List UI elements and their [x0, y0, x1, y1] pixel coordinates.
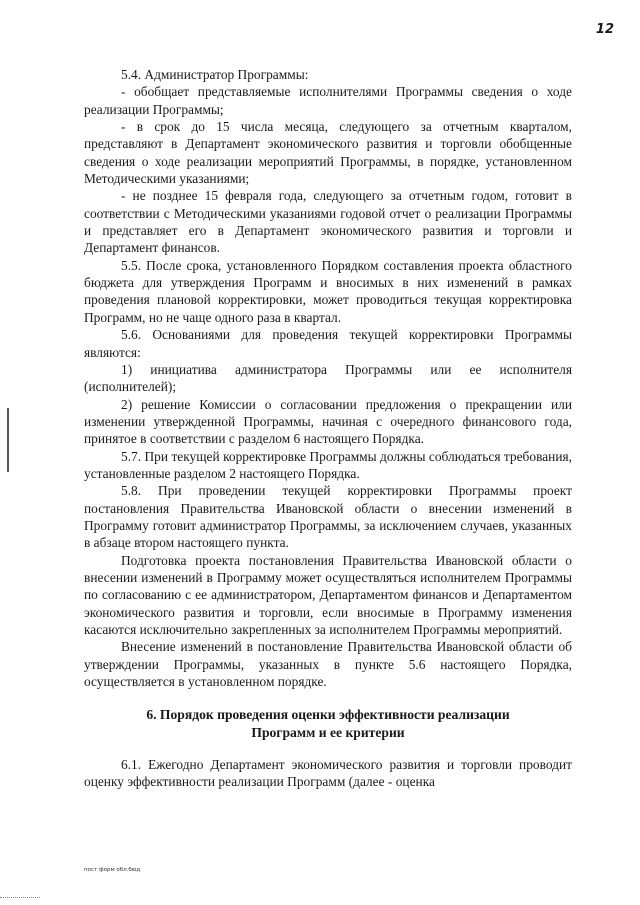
paragraph-5-5: 5.5. После срока, установленного Порядком составления проекта областного бюджета для утверждения Программ и вносимых в них изменений в рамках проведения плановой корректировки, может проводиться текущая корректировка Программ, но не чаще одного раза в квартал. — [84, 257, 572, 325]
document-body — [84, 66, 572, 791]
paragraph-preparation: Подготовка проекта постановления Правительства Ивановской области о внесении изменений в Программу может осуществляться исполнителем Программы по согласованию с ее администратором, Департаментом финансов и Департаментом экономического развития и торговли, если вносимые в Программу изменения касаются исключительно закрепленных за исполнителем Программы мероприятий. — [84, 552, 572, 637]
section-heading — [84, 706, 572, 741]
paragraph-5-6: 5.6. Основаниями для проведения текущей корректировки Программы являются: — [84, 327, 572, 360]
paragraph-item-2: 2) решение Комиссии о согласовании предложения о прекращении или изменении утвержденной Программы, начиная с очередного финансового года, принятое в соответствии с разделом 6 настоящего Порядка. — [84, 396, 572, 447]
page-number: 12 — [595, 22, 614, 37]
paragraph-amendments: Внесение изменений в постановление Правительства Ивановской области об утверждении Программы, указанных в пункте 5.6 настоящего Порядка, осуществляется в установленном порядке. — [84, 639, 572, 690]
paragraph-item-1: 1) инициатива администратора Программы или ее исполнителя (исполнителей); — [84, 361, 572, 395]
bottom-edge-mark — [0, 897, 40, 899]
section-heading-line-2: Программ и ее критерии — [251, 724, 405, 740]
paragraph-bullet-1: - обобщает представляемые исполнителями Программы сведения о ходе реализации Программы; — [84, 84, 572, 117]
paragraph-6-1: 6.1. Ежегодно Департамент экономического развития и торговли проводит оценку эффективности реализации Программ (далее - оценка — [84, 757, 572, 790]
section-heading-line-1: 6. Порядок проведения оценки эффективности реализации — [146, 707, 510, 723]
paragraph-bullet-2: - в срок до 15 числа месяца, следующего за отчетным кварталом, представляют в Департамент экономического развития и торговли обобщенные сведения о ходе реализации мероприятий Программы, в порядке, установленном Методическими указаниями; — [84, 119, 572, 187]
paragraph-5-7: 5.7. При текущей корректировке Программы должны соблюдаться требования, установленные разделом 2 настоящего Порядка. — [84, 448, 572, 481]
paragraph-5-4: 5.4. Администратор Программы: — [121, 67, 309, 82]
paragraph-5-8: 5.8. При проведении текущей корректировки Программы проект постановления Правительства Ивановской области о внесении изменений в Программу готовит администратор Программы, за исключением случаев, указанных в абзаце втором настоящего пункта. — [84, 483, 572, 551]
footer-note: пост форм обл.бюд — [84, 867, 141, 873]
paragraph-bullet-3: - не позднее 15 февраля года, следующего за отчетным годом, готовит в соответствии с Методическими указаниями годовой отчет о реализации Программы и представляет его в Департамент экономического развития и торговли и Департамент финансов. — [84, 188, 572, 256]
margin-mark — [7, 408, 9, 472]
